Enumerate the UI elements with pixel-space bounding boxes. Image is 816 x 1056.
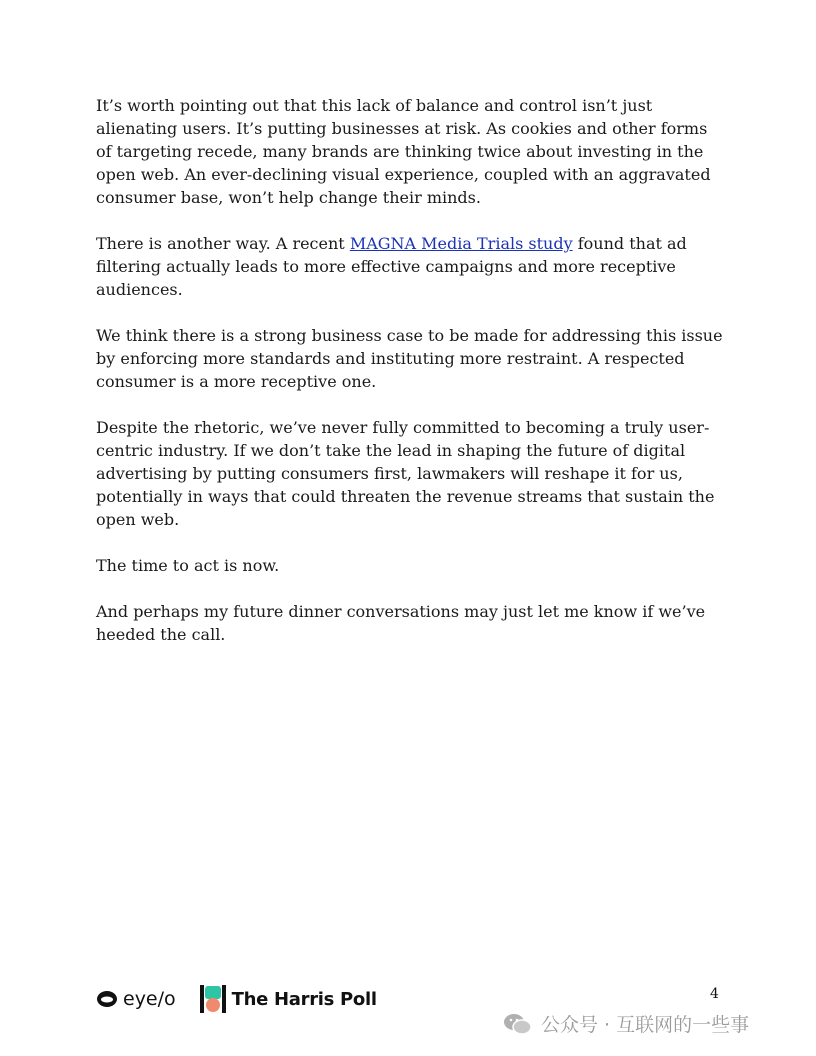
eye-icon (96, 990, 118, 1008)
eyeo-logo-text: eye/o (123, 988, 176, 1010)
footer-logos (96, 984, 377, 1014)
paragraph: We think there is a strong business case to be made for addressing this issue by enforcing more standards and instituting more restraint. A respected consumer is a more receptive one. (96, 326, 723, 391)
paragraph: It’s worth pointing out that this lack of balance and control isn’t just alienating users. It’s putting businesses at risk. As cookies and other forms of targeting recede, many brands are thinking twice about investing in the open web. An ever-declining visual experience, coupled with an aggravated consumer base, won’t help change their minds. (96, 96, 711, 207)
watermark-text: 公众号 · 互联网的一些事 (541, 1014, 750, 1036)
paragraph (96, 232, 726, 301)
paragraph: And perhaps my future dinner conversations may just let me know if we’ve heeded the call. (96, 602, 706, 644)
harris-poll-mark-icon (200, 985, 226, 1013)
paragraph-text: found that ad filtering actually leads to more effective campaigns and more receptive audiences. (96, 234, 687, 299)
harris-poll-logo (200, 985, 377, 1013)
eyeo-logo (96, 988, 176, 1010)
paragraph: Despite the rhetoric, we’ve never fully committed to becoming a truly user-centric industry. If we don’t take the lead in shaping the future of digital advertising by putting consumers first, lawmakers will reshape it for us, potentially in ways that could threaten the revenue streams that sustain the open web. (96, 418, 715, 529)
article-body (96, 94, 726, 669)
wechat-icon (503, 1012, 533, 1036)
magna-study-link[interactable]: MAGNA Media Trials study (349, 234, 573, 253)
wechat-watermark (503, 1010, 749, 1037)
page-number: 4 (710, 986, 719, 1002)
paragraph: The time to act is now. (96, 556, 280, 575)
harris-poll-logo-text: The Harris Poll (231, 988, 377, 1010)
paragraph-text: There is another way. A recent (96, 234, 350, 253)
